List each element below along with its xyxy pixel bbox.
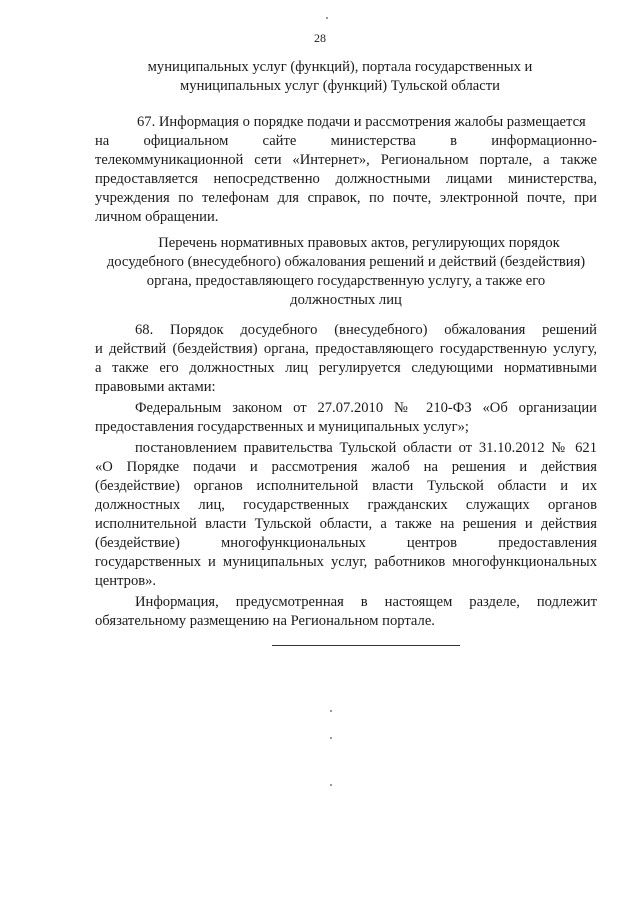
section-title-line-4: должностных лиц (290, 292, 402, 308)
law1-line-2: предоставления государственных и муниципальных услуг»; (95, 419, 469, 435)
law2-line-8: центров». (95, 573, 157, 589)
info-line-2: обязательному размещению на Региональном портале. (95, 613, 435, 629)
section-title-line-1: Перечень нормативных правовых актов, регулирующих порядок (158, 235, 560, 251)
p68-line-3: а также его должностных лиц регулируется следующими нормативными (95, 360, 597, 376)
p67-line-2: на официальном сайте министерства в информационно- (95, 133, 597, 149)
law2-line-7: государственных и муниципальных услуг, работников многофункциональных (95, 554, 597, 570)
scan-mark (330, 784, 332, 786)
law2-line-6: (бездействие) многофункциональных центров предоставления (95, 535, 597, 551)
header-line-1: муниципальных услуг (функций), портала государственных и (147, 59, 533, 75)
law2-line-2: «О Порядке подачи и рассмотрения жалоб на решения и действия (95, 459, 597, 475)
law2-line-5: исполнительной власти Тульской области, а также на решения и действия (95, 516, 597, 532)
p67-line-4: предоставляется непосредственно должностными лицами министерства, (95, 171, 597, 187)
p67-line-5: учреждения по телефонам для справок, по почте, электронной почте, при (95, 190, 597, 206)
p68-line-2: и действий (бездействия) органа, предоставляющего государственную услугу, (95, 341, 597, 357)
section-title-line-3: органа, предоставляющего государственную услугу, а также его (146, 273, 546, 289)
header-line-2: муниципальных услуг (функций) Тульской области (180, 78, 500, 94)
scan-mark (330, 710, 332, 712)
p68-line-4: правовыми актами: (95, 379, 216, 395)
closing-rule (272, 645, 460, 646)
p67-line-3: телекоммуникационной сети «Интернет», Региональном портале, а также (95, 152, 597, 168)
info-line-1: Информация, предусмотренная в настоящем разделе, подлежит (135, 594, 597, 610)
law1-line-1: Федеральным законом от 27.07.2010 № 210-ФЗ «Об организации (135, 400, 597, 416)
p67-line-6: личном обращении. (95, 209, 219, 225)
scan-mark (326, 17, 328, 19)
page-number: 28 (314, 31, 326, 45)
scan-mark (330, 737, 332, 739)
p67-line-1: 67. Информация о порядке подачи и рассмотрения жалобы размещается (137, 114, 586, 130)
p68-line-1: 68. Порядок досудебного (внесудебного) обжалования решений (135, 322, 597, 338)
section-title-line-2: досудебного (внесудебного) обжалования решений и действий (бездействия) (106, 254, 586, 270)
law2-line-3: (бездействие) органов исполнительной власти Тульской области и их (95, 478, 597, 494)
law2-line-4: должностных лиц, государственных гражданских служащих органов (95, 497, 597, 513)
law2-line-1: постановлением правительства Тульской области от 31.10.2012 № 621 (135, 440, 597, 456)
